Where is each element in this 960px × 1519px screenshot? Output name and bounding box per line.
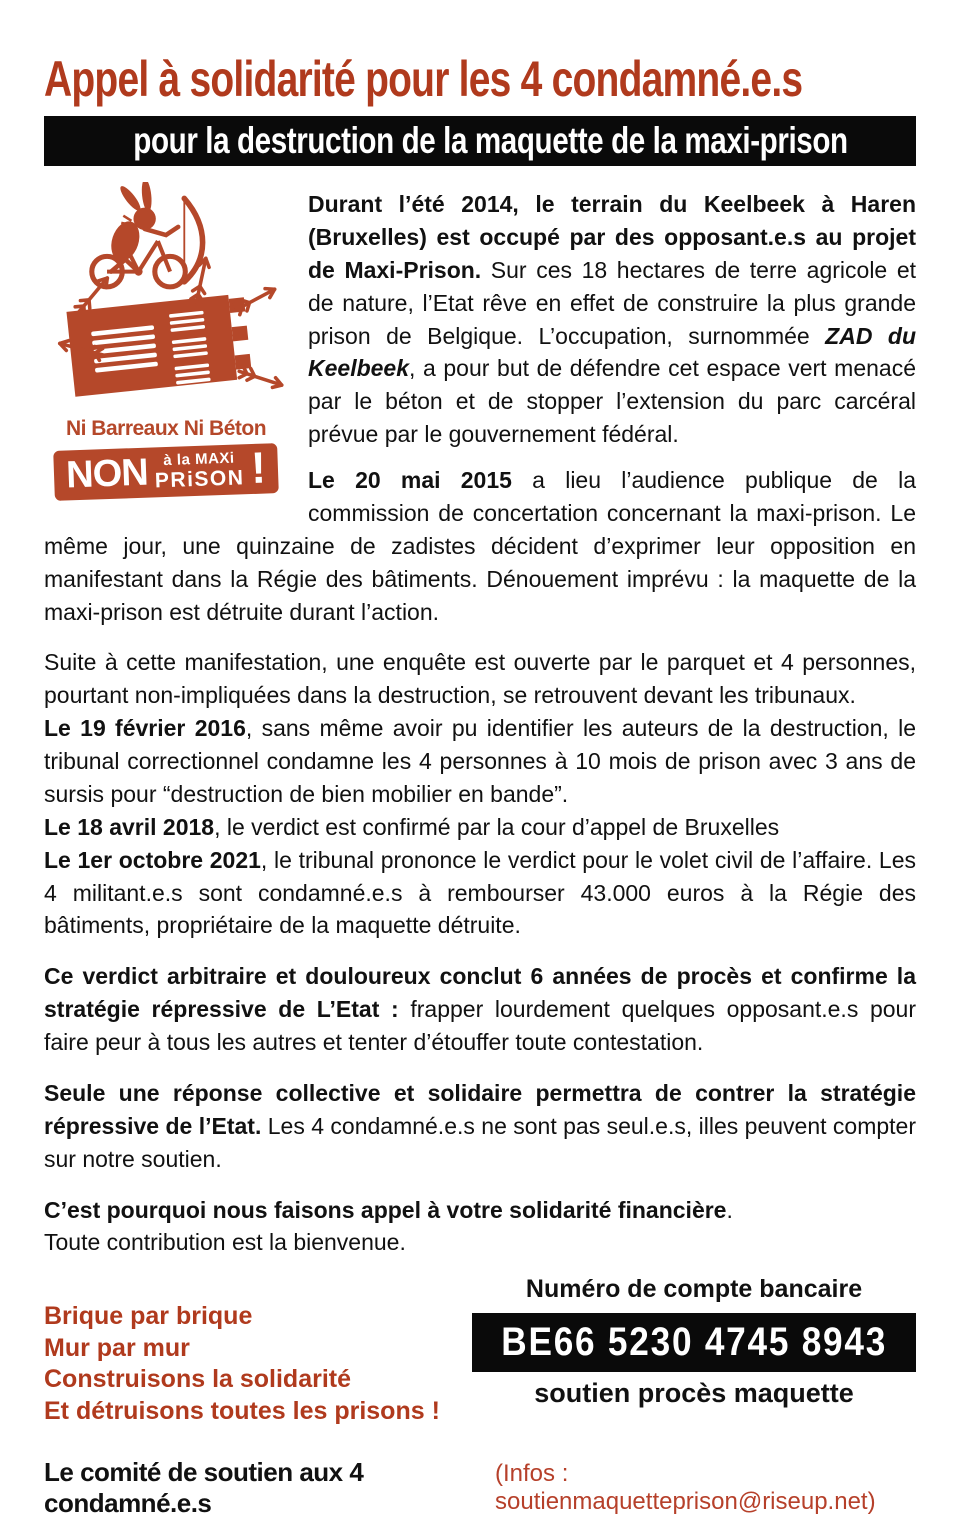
slogan-line: Et détruisons toutes les prisons ! [44, 1396, 440, 1425]
non-maxi-prison-badge [53, 443, 279, 501]
footer [44, 1457, 916, 1519]
paragraph-20-mai-2015: Le 20 mai 2015 a lieu l’audience publique de la commission de concertation concernant la maxi-prison. Le même jour, une quinzaine de zadistes décident d’exprimer leur opposition en manifestant dans la Régie des bâtiments. Dénouement imprévu : la maquette de la maxi-prison est détruite durant l’action. [44, 467, 916, 625]
paragraph-18-avril-2018: Le 18 avril 2018, le verdict est confirmé par la cour d’appel de Bruxelles [44, 813, 780, 840]
slogan-line: Mur par mur [44, 1333, 190, 1362]
bank-reference: soutien procès maquette [534, 1378, 854, 1409]
non-word: NON [65, 451, 149, 497]
paragraph-appel-financier: C’est pourquoi nous faisons appel à votre solidarité financière. [44, 1196, 733, 1223]
committee-name: Le comité de soutien aux 4 condamné.e.s [44, 1457, 364, 1519]
subtitle-banner [44, 116, 916, 166]
bank-block [472, 1275, 916, 1427]
paragraph-enquete: Suite à cette manifestation, une enquête est ouverte par le parquet et 4 personnes, pourtant non-impliquées dans la destruction, se retrouvent devant les tribunaux. [44, 649, 916, 709]
paragraph-verdict: Ce verdict arbitraire et douloureux conclut 6 années de procès et confirme la stratégie répressive de L’Etat : frapper lourdement quelques opposant.e.s pour faire peur à tous les autres et tenter d’étouffer toute contestation. [44, 963, 917, 1055]
paragraph-intro: Durant l’été 2014, le terrain du Keelbeek à Haren (Bruxelles) est occupé par des opposant.e.s au projet de Maxi-Prison. Sur ces 18 hectares de terre agricole et de nature, l’Etat rêve en effet de construire la plus grande prison de Belgique. L’occupation, surnommée ZAD du Keelbeek, a pour but de défendre cet espace vert menacé par le béton et de stopper l’extension du parc carcéral prévue par le gouvernement fédéral. [308, 191, 917, 448]
slogan-block [44, 1275, 472, 1427]
slogan-line: Construisons la solidarité [44, 1365, 352, 1394]
subtitle-banner-text: pour la destruction de la maquette de la maxi-prison [133, 120, 848, 161]
non-middle: à la MAXi PRiSON [154, 449, 245, 493]
rabbit-prison-illustration [44, 182, 288, 406]
campaign-logo [44, 182, 288, 497]
non-exclamation: ! [250, 443, 267, 494]
bank-label: Numéro de compte bancaire [525, 1275, 863, 1304]
iban-box [472, 1313, 916, 1372]
logo-slogan: Ni Barreaux Ni Béton [65, 416, 267, 440]
rabbit-cyclist [92, 182, 203, 287]
contact-email[interactable]: (Infos : soutienmaquetteprison@riseup.net) [495, 1460, 876, 1516]
page-title-text: Appel à solidarité pour les 4 condamné.e.s [44, 51, 803, 107]
paragraph-contribution: Toute contribution est la bienvenue. [44, 1229, 406, 1256]
paragraph-reponse-collective: Seule une réponse collective et solidaire permettra de contrer la stratégie répressive de l’Etat. Les 4 condamné.e.s ne sont pas seul.e.s, illes peuvent compter sur notre soutien. [44, 1079, 916, 1172]
zad-keelbeek: ZAD du Keelbeek [308, 322, 917, 382]
iban-number: BE66 5230 4745 8943 [501, 1320, 887, 1365]
bottom-section [44, 1275, 916, 1427]
page-title [44, 50, 916, 108]
paragraph-1er-octobre-2021: Le 1er octobre 2021, le tribunal prononce le verdict pour le volet civil de l’affaire. Les 4 militant.e.s sont condamné.e.s à rembourser 43.000 euros à la Régie des bâtiments, propriétaire de la maquette détruite. [44, 846, 916, 939]
paragraph-19-fevrier-2016: Le 19 février 2016, sans même avoir pu identifier les auteurs de la destruction, le tribunal correctionnel condamne les 4 personnes à 10 mois de prison avec 3 ans de sursis pour “destruction de bien mobilier en bande”. [44, 715, 917, 807]
article-body [44, 188, 916, 1259]
slogan-line: Brique par brique [44, 1302, 253, 1331]
